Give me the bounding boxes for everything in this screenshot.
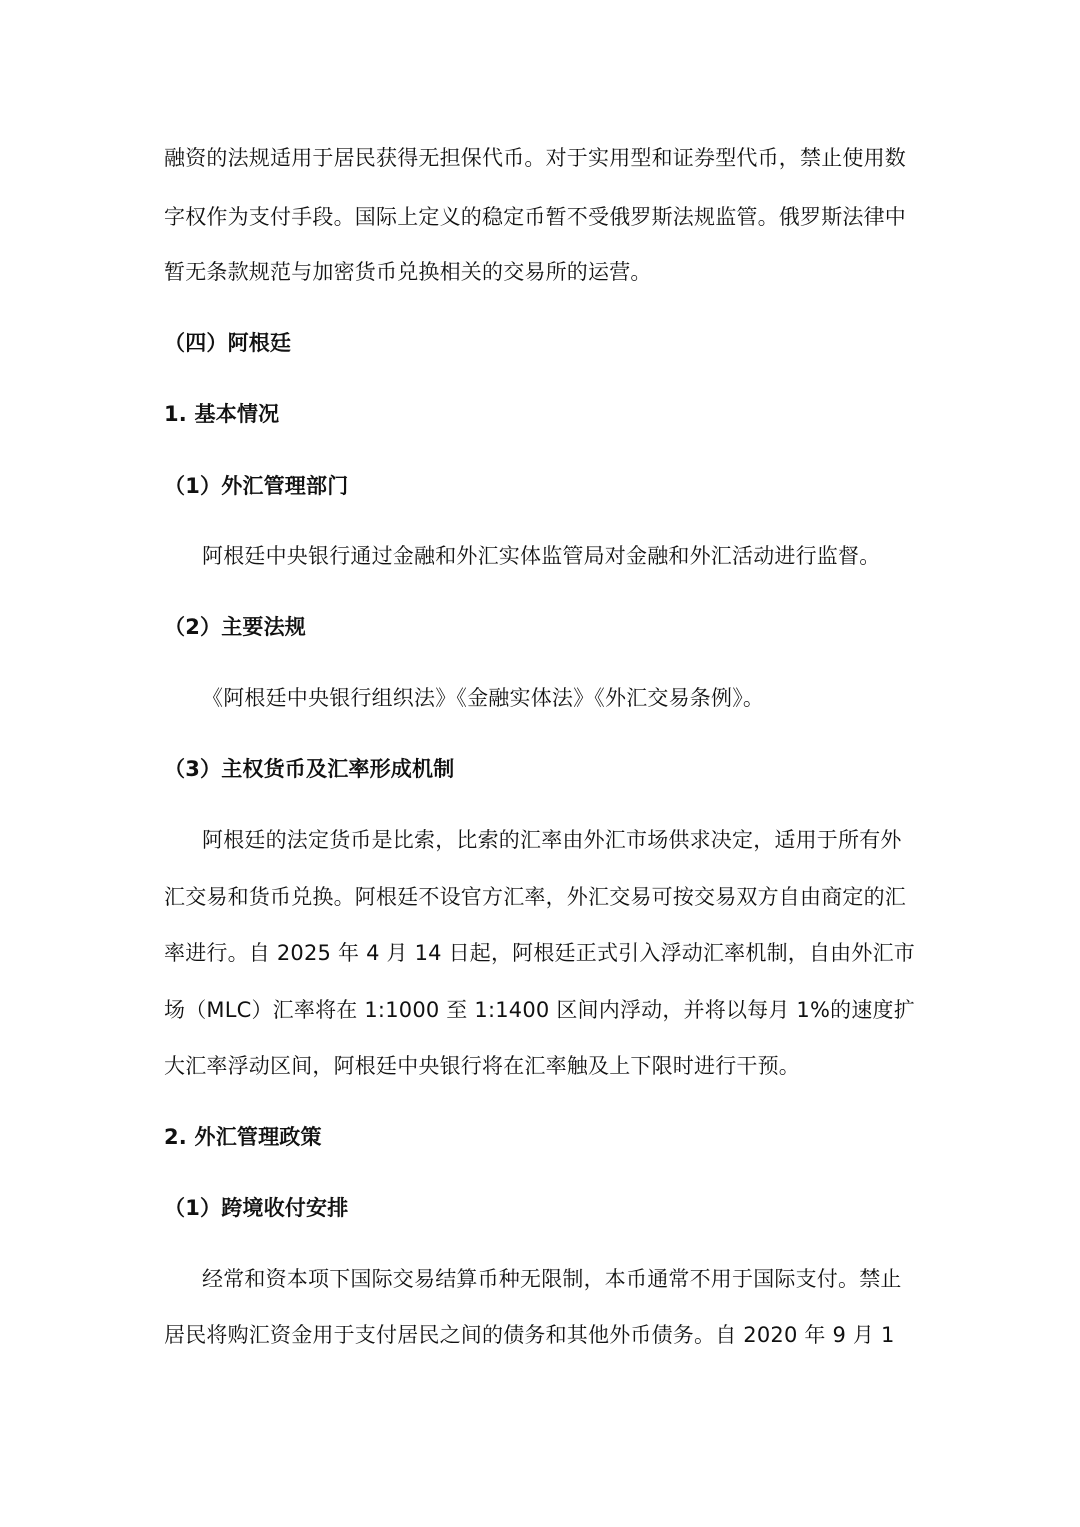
item-fx-authority-text: 阿根廷中央银行通过金融和外汇实体监管局对金融和外汇活动进行监督。 [202, 544, 881, 568]
intro-line-1: 融资的法规适用于居民获得无担保代币。对于实用型和证券型代币，禁止使用数 [164, 146, 906, 170]
cross-border-line-2: 居民将购汇资金用于支付居民之间的债务和其他外币债务。自 2020 年 9 月 1 [164, 1323, 895, 1347]
intro-line-3: 暂无条款规范与加密货币兑换相关的交易所的运营。 [164, 260, 652, 284]
subsection-basic-info: 1. 基本情况 [164, 402, 280, 426]
intro-line-2: 字权作为支付手段。国际上定义的稳定币暂不受俄罗斯法规监管。俄罗斯法律中 [164, 205, 906, 229]
item-main-regulations-title: （2）主要法规 [164, 615, 307, 639]
item-currency-mechanism-title: （3）主权货币及汇率形成机制 [164, 757, 455, 781]
currency-paragraph-line-4: 场（MLC）汇率将在 1:1000 至 1:1400 区间内浮动，并将以每月 1%的速度扩 [164, 998, 915, 1022]
cross-border-line-1: 经常和资本项下国际交易结算币种无限制，本币通常不用于国际支付。禁止 [202, 1267, 902, 1291]
subsection-fx-policy: 2. 外汇管理政策 [164, 1125, 322, 1149]
currency-paragraph-line-5: 大汇率浮动区间，阿根廷中央银行将在汇率触及上下限时进行干预。 [164, 1054, 800, 1078]
currency-paragraph-line-1: 阿根廷的法定货币是比索，比索的汇率由外汇市场供求决定，适用于所有外 [202, 828, 902, 852]
section-title-argentina: （四）阿根廷 [164, 331, 292, 355]
item-fx-authority-title: （1）外汇管理部门 [164, 474, 349, 498]
item-main-regulations-text: 《阿根廷中央银行组织法》《金融实体法》《外汇交易条例》。 [202, 686, 765, 710]
currency-paragraph-line-3: 率进行。自 2025 年 4 月 14 日起，阿根廷正式引入浮动汇率机制，自由外汇市 [164, 941, 915, 965]
currency-paragraph-line-2: 汇交易和货币兑换。阿根廷不设官方汇率，外汇交易可按交易双方自由商定的汇 [164, 885, 906, 909]
item-cross-border-title: （1）跨境收付安排 [164, 1196, 349, 1220]
